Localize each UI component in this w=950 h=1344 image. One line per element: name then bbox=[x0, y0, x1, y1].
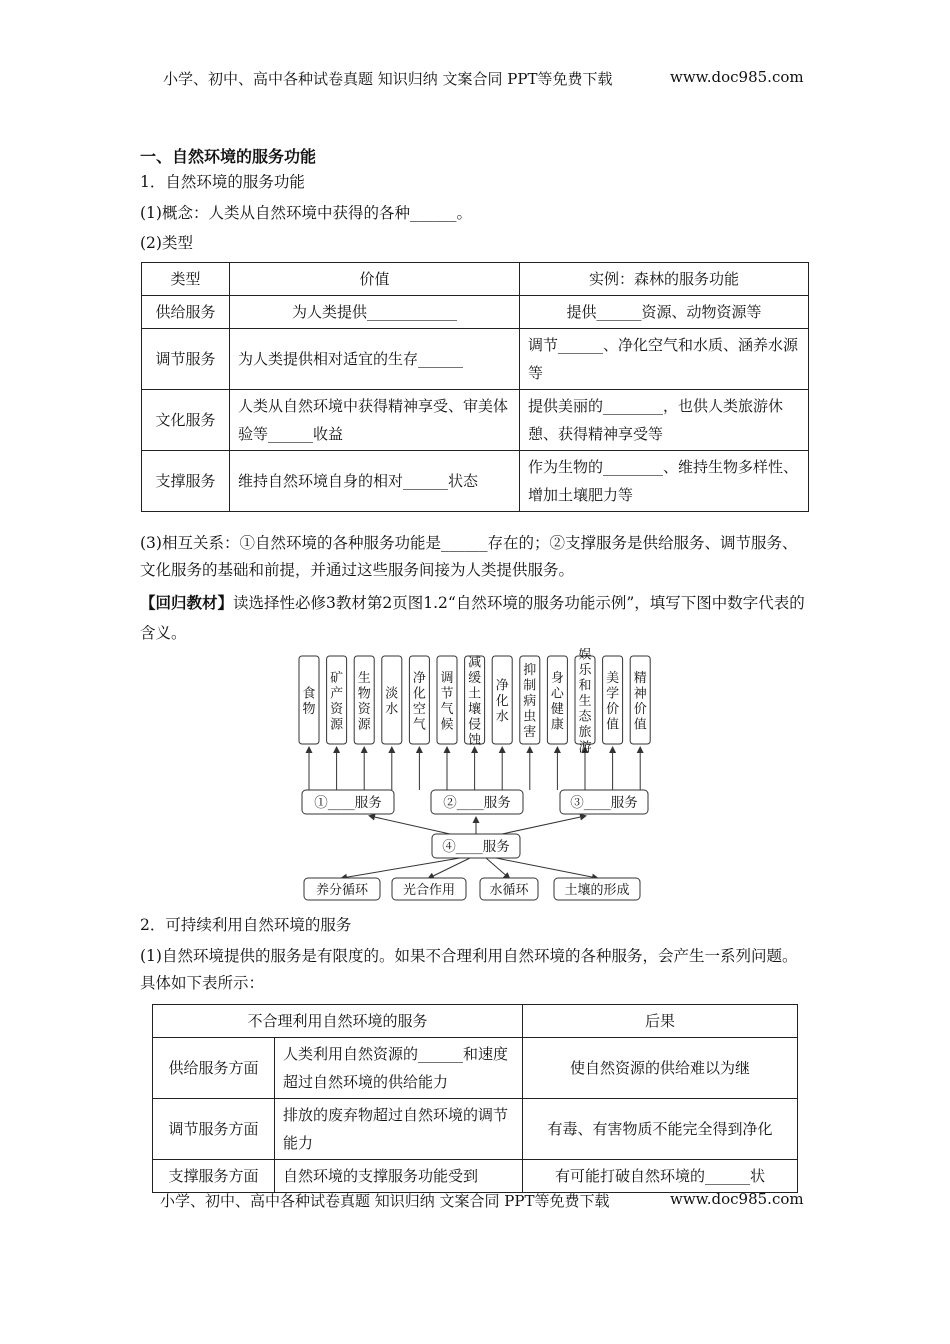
service-box-label: 净 bbox=[495, 678, 509, 694]
header-url[interactable]: www.doc985.com bbox=[670, 68, 804, 86]
table-row bbox=[153, 1099, 798, 1160]
service-box-label: 气 bbox=[440, 701, 454, 717]
table-cell: 作为生物的________、维持生物多样性、增加土壤肥力等 bbox=[520, 451, 809, 512]
service-box-label: 娱 bbox=[578, 648, 592, 663]
table-row bbox=[153, 1038, 798, 1099]
arrow bbox=[342, 858, 460, 878]
table-cell: 为人类提供____________ bbox=[230, 296, 520, 329]
service-box-label: 价 bbox=[606, 701, 620, 717]
arrow bbox=[502, 816, 585, 834]
table-cell: 支撑服务方面 bbox=[153, 1160, 275, 1193]
service-box-label: 物 bbox=[302, 701, 316, 717]
table-header-cell: 价值 bbox=[230, 263, 520, 296]
service-box-label: 康 bbox=[550, 717, 564, 733]
service-box-label: 心 bbox=[550, 686, 564, 702]
service-box-label: 淡 bbox=[385, 686, 399, 702]
table-cell: 排放的废弃物超过自然环境的调节能力 bbox=[275, 1099, 523, 1160]
table-cell: 调节______、净化空气和水质、涵养水源等 bbox=[520, 329, 809, 390]
service-category-label: ③____服务 bbox=[570, 795, 638, 811]
arrow bbox=[370, 816, 450, 834]
table-cell: 人类从自然环境中获得精神享受、审美体验等______收益 bbox=[230, 390, 520, 451]
service-box-label: 资 bbox=[330, 701, 344, 717]
service-box-label: 水 bbox=[385, 701, 399, 717]
service-box-label: 生 bbox=[578, 694, 592, 709]
service-box-label: 学 bbox=[606, 686, 620, 702]
service-box-label: 化 bbox=[412, 686, 426, 702]
huigui-text: 读选择性必修3教材第2页图1.2“自然环境的服务功能示例”，填写下图中数字代表的含义。 bbox=[140, 594, 805, 642]
table-header-cell: 实例：森林的服务功能 bbox=[520, 263, 809, 296]
footer-url[interactable]: www.doc985.com bbox=[670, 1190, 804, 1208]
table-header-row bbox=[142, 263, 809, 296]
service-box-label: 调 bbox=[440, 670, 454, 686]
table-cell: 供给服务 bbox=[142, 296, 230, 329]
table-cell: 自然环境的支撑服务功能受到 bbox=[275, 1160, 523, 1193]
service-box-label: 游 bbox=[578, 740, 592, 756]
support-service-label: ④____服务 bbox=[442, 839, 510, 855]
process-label: 土壤的形成 bbox=[564, 883, 630, 898]
table-cell: 调节服务方面 bbox=[153, 1099, 275, 1160]
service-box-label: 和 bbox=[578, 678, 592, 694]
service-box-label: 化 bbox=[495, 694, 509, 709]
table-row bbox=[142, 296, 809, 329]
service-box-label: 节 bbox=[440, 686, 454, 702]
service-box-label: 虫 bbox=[523, 709, 537, 725]
table-cell: 调节服务 bbox=[142, 329, 230, 390]
service-box-label: 侵 bbox=[468, 717, 482, 733]
service-box-label: 矿 bbox=[330, 670, 344, 686]
service-box-label: 气 bbox=[412, 717, 426, 733]
table-row bbox=[142, 329, 809, 390]
concept-line: (1)概念：人类从自然环境中获得的各种______。 bbox=[140, 204, 472, 222]
service-box-label: 神 bbox=[633, 686, 647, 702]
table-cell: 支撑服务 bbox=[142, 451, 230, 512]
arrow bbox=[496, 858, 597, 878]
service-box-label: 食 bbox=[302, 686, 316, 702]
service-category-label: ②____服务 bbox=[443, 795, 511, 811]
service-box-label: 蚀 bbox=[468, 732, 482, 748]
service-box-label: 害 bbox=[523, 725, 537, 740]
table-cell: 提供美丽的________，也供人类旅游休憩、获得精神享受等 bbox=[520, 390, 809, 451]
huigui-tag: 【回归教材】 bbox=[140, 594, 234, 612]
footer-left-text: 小学、初中、高中各种试卷真题 知识归纳 文案合同 PPT等免费下载 bbox=[160, 1192, 610, 1210]
service-box-label: 精 bbox=[633, 670, 647, 686]
process-label: 水循环 bbox=[489, 883, 529, 898]
arrow bbox=[486, 858, 509, 878]
service-box-label: 值 bbox=[633, 717, 647, 733]
service-box-label: 减 bbox=[468, 655, 482, 671]
service-box-label: 价 bbox=[633, 701, 647, 717]
service-box-label: 缓 bbox=[468, 670, 482, 686]
subsection2-title: 2．可持续利用自然环境的服务 bbox=[140, 916, 352, 934]
service-box-label: 水 bbox=[495, 709, 509, 725]
service-box-label: 土 bbox=[468, 686, 482, 702]
subsection1-title: 1．自然环境的服务功能 bbox=[140, 173, 305, 191]
table-header-cell: 类型 bbox=[142, 263, 230, 296]
service-types-table bbox=[141, 262, 809, 512]
service-category-label: ①____服务 bbox=[314, 795, 382, 811]
types-label: (2)类型 bbox=[140, 234, 193, 252]
service-box-label: 物 bbox=[357, 686, 371, 702]
table-header-cell: 不合理利用自然环境的服务 bbox=[153, 1005, 523, 1038]
service-box-label: 态 bbox=[578, 709, 592, 725]
service-box-label: 源 bbox=[330, 717, 344, 733]
service-box-label: 旅 bbox=[578, 725, 592, 740]
service-box-label: 资 bbox=[357, 701, 371, 717]
table-cell: 有毒、有害物质不能完全得到净化 bbox=[523, 1099, 798, 1160]
table-row bbox=[142, 451, 809, 512]
arrow bbox=[429, 858, 470, 878]
service-box-label: 乐 bbox=[578, 663, 592, 678]
service-box-label: 净 bbox=[412, 670, 426, 686]
service-box-label: 空 bbox=[412, 701, 426, 717]
service-box-label: 值 bbox=[606, 717, 620, 733]
service-box-label: 健 bbox=[550, 701, 564, 717]
service-box-label: 产 bbox=[330, 686, 344, 702]
table-cell: 人类利用自然资源的______和速度超过自然环境的供给能力 bbox=[275, 1038, 523, 1099]
service-box-label: 制 bbox=[523, 678, 537, 694]
table-row bbox=[142, 390, 809, 451]
service-box-label: 病 bbox=[523, 694, 537, 709]
table-cell: 为人类提供相对适宜的生存______ bbox=[230, 329, 520, 390]
table-cell: 有可能打破自然环境的______状 bbox=[523, 1160, 798, 1193]
section2 bbox=[140, 912, 810, 997]
table-cell: 文化服务 bbox=[142, 390, 230, 451]
service-function-diagram bbox=[290, 648, 660, 906]
process-label: 光合作用 bbox=[402, 883, 456, 898]
table-row bbox=[153, 1160, 798, 1193]
relation-paragraph: (3)相互关系：①自然环境的各种服务功能是______存在的；②支撑服务是供给服务、调节服务、文化服务的基础和前提，并通过这些服务间接为人类提供服务。 bbox=[140, 534, 798, 579]
section1-title: 一、自然环境的服务功能 bbox=[140, 147, 317, 166]
service-box-label: 美 bbox=[606, 670, 620, 686]
service-box-label: 壤 bbox=[468, 701, 482, 717]
table-cell: 使自然资源的供给难以为继 bbox=[523, 1038, 798, 1099]
table-cell: 维持自然环境自身的相对______状态 bbox=[230, 451, 520, 512]
service-box-label: 身 bbox=[550, 670, 564, 686]
table-cell: 供给服务方面 bbox=[153, 1038, 275, 1099]
service-box-label: 源 bbox=[357, 717, 371, 733]
subsection2-paragraph: (1)自然环境提供的服务是有限度的。如果不合理利用自然环境的各种服务，会产生一系列问题。具体如下表所示： bbox=[140, 947, 798, 992]
header-left-text: 小学、初中、高中各种试卷真题 知识归纳 文案合同 PPT等免费下载 bbox=[163, 70, 613, 88]
service-box-label: 抑 bbox=[523, 663, 537, 678]
misuse-table bbox=[152, 1004, 798, 1193]
table-cell: 提供______资源、动物资源等 bbox=[520, 296, 809, 329]
table-header-row bbox=[153, 1005, 798, 1038]
service-box-label: 候 bbox=[440, 717, 454, 733]
table-header-cell: 后果 bbox=[523, 1005, 798, 1038]
service-box-label: 生 bbox=[357, 670, 371, 686]
huigui-paragraph bbox=[140, 588, 810, 648]
process-label: 养分循环 bbox=[315, 883, 369, 898]
